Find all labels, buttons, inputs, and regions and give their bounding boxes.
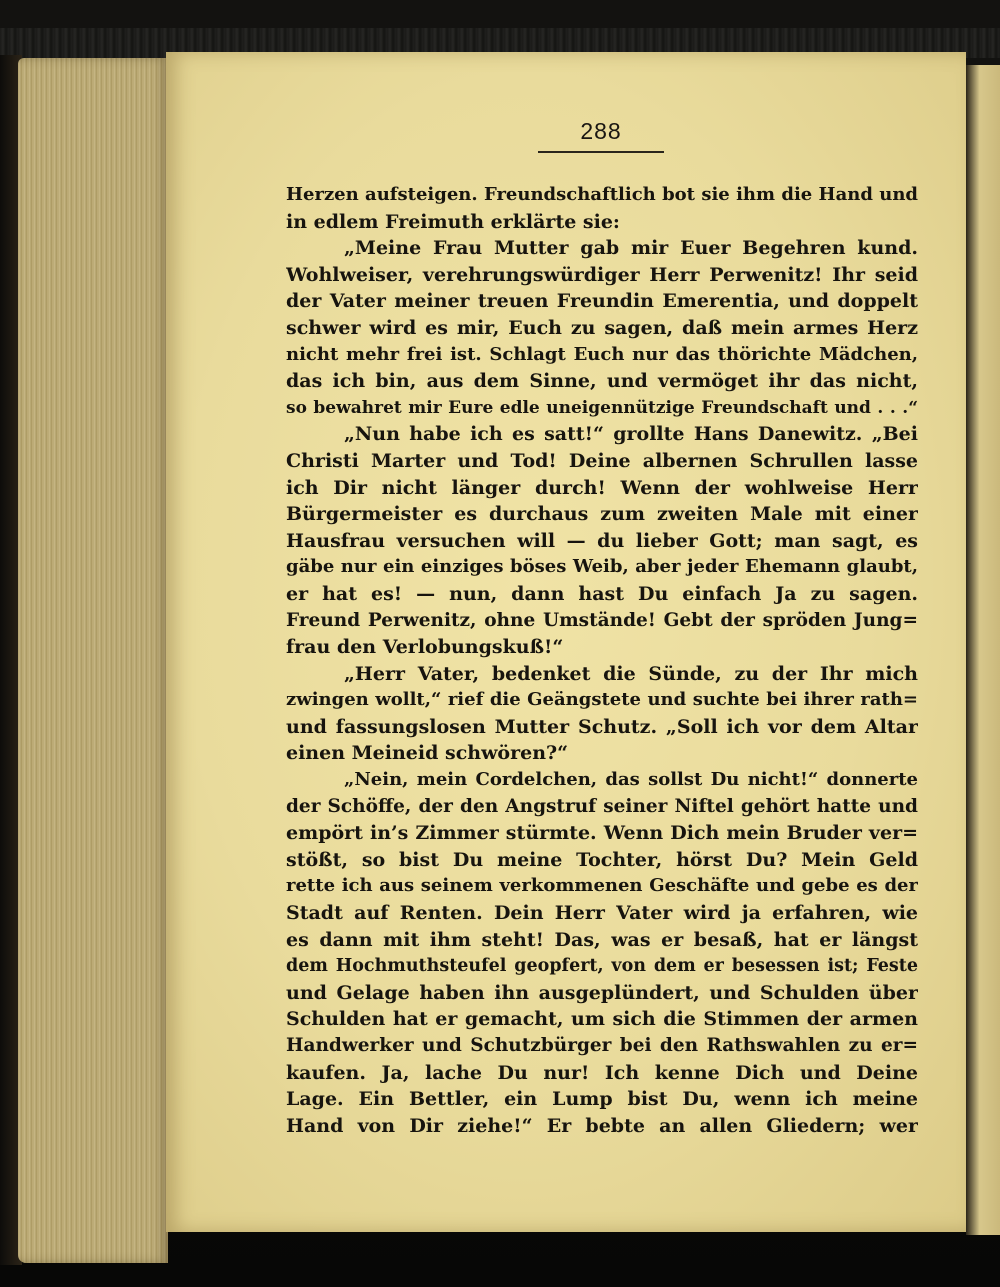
- text-line: frau den Verlobungskuß!“: [286, 636, 564, 659]
- text-line: und Gelage haben ihn ausgeplündert, und Schulden über: [286, 981, 918, 1004]
- facing-page-edge: [966, 65, 1000, 1235]
- text-line: das ich bin, aus dem Sinne, und vermöget ihr das nicht,: [286, 370, 918, 393]
- text-line: „Nein, mein Cordelchen, das sollst Du nicht!“ donnerte: [344, 769, 918, 791]
- text-line: „Nun habe ich es satt!“ grollte Hans Danewitz. „Bei: [344, 423, 918, 446]
- book-page-edges: [18, 58, 168, 1263]
- text-line: Schulden hat er gemacht, um sich die Stimmen der armen: [286, 1008, 918, 1031]
- text-line: Hausfrau versuchen will — du lieber Gott; man sagt, es: [286, 529, 918, 552]
- text-line: empört in’s Zimmer stürmte. Wenn Dich mein Bruder ver=: [286, 822, 918, 845]
- text-line: einen Meineid schwören?“: [286, 742, 569, 765]
- body-text: [286, 182, 918, 1139]
- text-line: stößt, so bist Du meine Tochter, hörst Du? Mein Geld: [286, 848, 918, 871]
- text-line: ich Dir nicht länger durch! Wenn der wohlweise Herr: [286, 476, 918, 499]
- text-line: der Schöffe, der den Angstruf seiner Niftel gehört hatte und: [286, 795, 918, 817]
- text-line: zwingen wollt,“ rief die Geängstete und suchte bei ihrer rath=: [286, 689, 918, 711]
- text-line: nicht mehr frei ist. Schlagt Euch nur das thörichte Mädchen,: [286, 343, 918, 365]
- text-line: „Herr Vater, bedenket die Sünde, zu der Ihr mich: [344, 662, 918, 685]
- text-line: Lage. Ein Bettler, ein Lump bist Du, wenn ich meine: [286, 1088, 918, 1111]
- text-line: Freund Perwenitz, ohne Umstände! Gebt der spröden Jung=: [286, 609, 918, 631]
- text-line: Herzen aufsteigen. Freundschaftlich bot sie ihm die Hand und: [286, 184, 918, 205]
- text-line: so bewahret mir Eure edle uneigennützige Freundschaft und . . .“: [286, 397, 918, 418]
- text-line: es dann mit ihm steht! Das, was er besaß, hat er längst: [286, 928, 918, 951]
- text-line: Christi Marter und Tod! Deine albernen Schrullen lasse: [286, 449, 918, 472]
- text-line: in edlem Freimuth erklärte sie:: [286, 210, 620, 233]
- text-line: gäbe nur ein einziges böses Weib, aber jeder Ehemann glaubt,: [286, 556, 918, 578]
- header-rule: [538, 151, 664, 153]
- text-line: Handwerker und Schutzbürger bei den Rathswahlen zu er=: [286, 1035, 918, 1056]
- text-line: Hand von Dir ziehe!“ Er bebte an allen Gliedern; wer: [286, 1114, 918, 1137]
- text-line: Stadt auf Renten. Dein Herr Vater wird ja erfahren, wie: [286, 902, 918, 925]
- text-line: dem Hochmuthsteufel geopfert, von dem er besessen ist; Feste: [286, 956, 918, 977]
- text-line: Bürgermeister es durchaus zum zweiten Male mit einer: [286, 503, 918, 526]
- text-line: er hat es! — nun, dann hast Du einfach Ja zu sagen.: [286, 582, 918, 605]
- text-line: der Vater meiner treuen Freundin Emerentia, und doppelt: [286, 290, 918, 313]
- text-line: „Meine Frau Mutter gab mir Euer Begehren kund.: [344, 237, 918, 260]
- text-line: und fassungslosen Mutter Schutz. „Soll ich vor dem Altar: [286, 715, 918, 738]
- text-line: schwer wird es mir, Euch zu sagen, daß mein armes Herz: [286, 316, 918, 339]
- text-line: rette ich aus seinem verkommenen Geschäfte und gebe es der: [286, 875, 918, 897]
- page-number: 288: [580, 118, 622, 144]
- text-line: kaufen. Ja, lache Du nur! Ich kenne Dich und Deine: [286, 1061, 918, 1084]
- text-line: Wohlweiser, verehrungswürdiger Herr Perwenitz! Ihr seid: [286, 263, 918, 286]
